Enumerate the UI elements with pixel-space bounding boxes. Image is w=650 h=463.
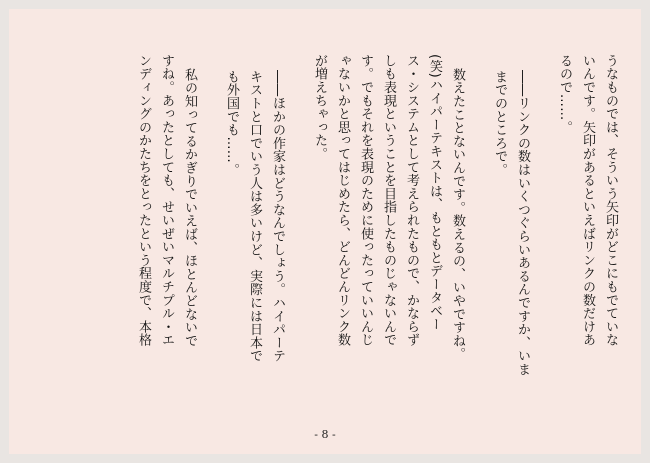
- text-column: うなものでは、そういう矢印がどこにもでていな: [603, 54, 618, 347]
- text-column: すね。あったとしても、せいぜいマルチプル・エ: [159, 54, 174, 347]
- text-column: しも表現ということを目指したものじゃないんで: [381, 54, 396, 347]
- text-column: キストと口でいう人は多いけど、実際には日本で: [247, 70, 262, 363]
- text-column: ――ほかの作家はどうなんでしょう。ハイパーテ: [270, 70, 285, 363]
- text-column: ンディングのかたちをとったという程度で、本格: [136, 54, 151, 347]
- text-column: が増えちゃった。: [312, 54, 327, 161]
- text-column: (笑)ハイパーテキストは、もともとデータベー: [427, 54, 442, 331]
- text-column: までのところで。: [492, 70, 507, 177]
- text-column: 私の知ってるかぎりでいえば、ほとんどないで: [182, 68, 197, 348]
- text-column: も外国でも……。: [224, 70, 239, 177]
- text-column: ス・システムとして考えられたもので、かならず: [404, 54, 419, 347]
- book-page: [9, 9, 641, 454]
- text-column: ――リンクの数はいくつぐらいあるんですか、いま: [515, 70, 530, 376]
- text-column: るので……。: [557, 54, 572, 134]
- text-column: いんです。矢印があるといえばリンクの数だけあ: [580, 54, 595, 347]
- text-column: 数えたことないんです。数えるの、いやですね。: [450, 68, 465, 361]
- text-column: ゃないかと思ってはじめたら、どんどんリンク数: [335, 54, 350, 347]
- text-column: す。でもそれを表現のために使ったっていいんじ: [358, 54, 373, 347]
- page-number: - 8 -: [314, 428, 336, 441]
